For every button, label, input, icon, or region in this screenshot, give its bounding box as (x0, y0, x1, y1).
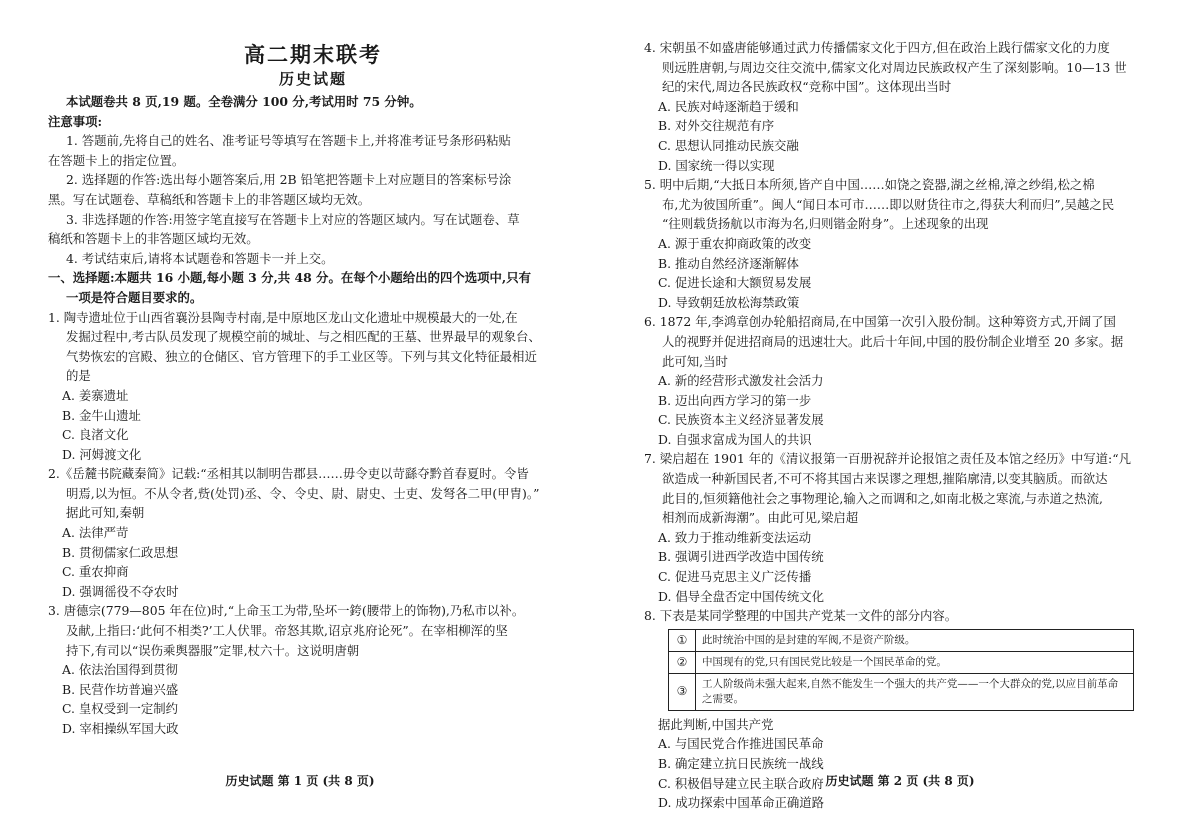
notice-line: 1. 答题前,先将自己的姓名、准考证号等填写在答题卡上,并将准考证号条形码粘贴 (66, 133, 511, 149)
question-stem-line: 则远胜唐朝,与周边交往交流中,儒家文化对周边民族政权产生了深刻影响。10—13 世 (662, 59, 1127, 75)
question-stem-line: 气势恢宏的宫殿、独立的仓储区、官方管理下的手工业区等。下列与其文化特征最相近 (66, 348, 537, 364)
row-text: 工人阶级尚未强大起来,自然不能发生一个强大的共产党——一个大群众的党,以应目前革命之需要。 (696, 673, 1134, 710)
answer-option: B. 民营作坊普遍兴盛 (62, 681, 179, 697)
answer-option: D. 国家统一得以实现 (658, 157, 775, 173)
question-stem-line: 发掘过程中,考古队员发现了规模空前的城址、与之相匹配的王墓、世界最早的观象台、 (66, 329, 541, 345)
answer-option: B. 贯彻儒家仁政思想 (62, 544, 179, 560)
question-stem-line: 此目的,恒须籍他社会之事物理论,输入之而调和之,如南北极之寒流,与赤道之热流, (662, 490, 1103, 506)
notice-line: 在答题卡上的指定位置。 (48, 152, 185, 168)
answer-option: B. 迈出向西方学习的第一步 (658, 392, 812, 408)
section-heading: 一、选择题:本题共 16 小题,每小题 3 分,共 48 分。在每个小题给出的四个选项中,只有 (48, 270, 532, 286)
question-stem-line: 纪的宋代,周边各民族政权“竞称中国”。这体现出当时 (662, 79, 952, 95)
question-stem-line: 人的视野并促进招商局的迅速壮大。此后十年间,中国的股份制企业增至 20 多家。据 (662, 333, 1124, 349)
notice-heading: 注意事项: (48, 113, 103, 129)
exam-intro: 本试题卷共 8 页,19 题。全卷满分 100 分,考试用时 75 分钟。 (66, 94, 422, 109)
answer-option: A. 源于重农抑商政策的改变 (658, 235, 812, 251)
question-stem-line: 4. 宋朝虽不如盛唐能够通过武力传播儒家文化于四方,但在政治上践行儒家文化的力度 (644, 40, 1110, 55)
answer-option: D. 导致朝廷放松海禁政策 (658, 294, 800, 310)
exam-subtitle: 历史试题 (278, 70, 347, 88)
answer-option: B. 金牛山遗址 (62, 407, 141, 423)
exam-page-2 (600, 0, 1200, 832)
answer-option: A. 依法治国得到贯彻 (62, 662, 178, 678)
notice-line: 2. 选择题的作答:选出每小题答案后,用 2B 铅笔把答题卡上对应题目的答案标号涂 (66, 172, 512, 188)
answer-option: D. 自强求富成为国人的共识 (658, 431, 812, 447)
notice-line: 4. 考试结束后,请将本试题卷和答题卡一并上交。 (66, 250, 334, 266)
question-stem-line: 6. 1872 年,李鸿章创办轮船招商局,在中国第一次引入股份制。这种筹资方式,开阔了国 (644, 314, 1116, 330)
question-1 (48, 308, 578, 465)
answer-option: D. 成功探索中国革命正确道路 (658, 795, 825, 811)
question-stem-line: 2.《岳麓书院藏秦简》记载:“丞相其以制明告郡县……毋令吏以苛繇夺黔首春夏时。令皆 (48, 466, 529, 482)
notice-line: 黑。写在试题卷、草稿纸和答题卡上的非答题区域均无效。 (48, 191, 371, 207)
question-stem-line: 此可知,当时 (662, 353, 728, 369)
answer-option: C. 重农抑商 (62, 564, 129, 580)
question-6 (644, 312, 1180, 449)
question-stem-line: 5. 明中后期,“大抵日本所须,皆产自中国……如饶之瓷器,湖之丝棉,漳之纱绢,松之棉 (644, 177, 1095, 193)
question-stem-line: 明焉,以为恒。不从令者,赀(处罚)丞、令、令史、尉、尉史、士吏、发弩各二甲(甲胄)。” (66, 485, 540, 501)
question-stem-line: 据此可知,秦朝 (66, 505, 145, 521)
row-number: ① (669, 629, 696, 651)
question-5 (644, 175, 1180, 312)
notice-line: 稿纸和答题卡上的非答题区域均无效。 (48, 231, 259, 247)
question-7 (644, 449, 1180, 606)
table-row (669, 651, 1134, 673)
question-2 (48, 464, 578, 601)
answer-option: B. 强调引进西学改造中国传统 (658, 549, 824, 565)
document-excerpt-table (668, 629, 1134, 711)
table-row (669, 673, 1134, 710)
question-stem-line: “往则载货扬航以市海为名,归则锴金附身”。上述现象的出现 (662, 216, 989, 232)
answer-option: C. 民族资本主义经济显著发展 (658, 412, 824, 428)
answer-option: A. 新的经营形式激发社会活力 (658, 373, 824, 389)
question-4 (644, 38, 1180, 175)
question-stem-line: 相剂而成新海潮”。由此可见,梁启超 (662, 510, 859, 526)
answer-option: B. 对外交往规范有序 (658, 118, 775, 134)
answer-option: C. 促进长途和大额贸易发展 (658, 275, 812, 291)
question-stem-line: 持下,有司以“误伤乘舆器服”定罪,杖六十。这说明唐朝 (66, 642, 360, 658)
question-stem-line: 1. 陶寺遗址位于山西省襄汾县陶寺村南,是中原地区龙山文化遗址中规模最大的一处,在 (48, 309, 518, 325)
question-stem-line: 的是 (66, 368, 91, 384)
answer-option: A. 民族对峙逐渐趋于缓和 (658, 98, 799, 114)
answer-option: A. 与国民党合作推进国民革命 (658, 736, 824, 752)
answer-option: D. 倡导全盘否定中国传统文化 (658, 588, 825, 604)
section-heading: 一项是符合题目要求的。 (66, 289, 203, 305)
question-stem-line: 据此判断,中国共产党 (658, 716, 774, 732)
question-stem-line: 及献,上指曰:‘此何不相类?’工人伏罪。帝怒其欺,诏京兆府论死”。在宰相柳浑的坚 (66, 623, 508, 639)
question-3 (48, 601, 578, 738)
exam-title: 高二期末联考 (244, 42, 382, 67)
page-2-column (644, 38, 1180, 813)
page-footer: 历史试题 第 1 页 (共 8 页) (225, 774, 375, 788)
row-number: ③ (669, 673, 696, 710)
answer-option: D. 宰相操纵军国大政 (62, 721, 179, 736)
notice-line: 3. 非选择题的作答:用签字笔直接写在答题卡上对应的答题区域内。写在试题卷、草 (66, 211, 520, 227)
answer-option: A. 姜寨遗址 (62, 387, 129, 403)
answer-option: C. 积极倡导建立民主联合政府 (658, 775, 824, 791)
row-number: ② (669, 651, 696, 673)
question-stem-line: 7. 梁启超在 1901 年的《清议报第一百册祝辞并论报馆之责任及本馆之经历》中写道:“凡 (644, 451, 1131, 467)
table-row (669, 629, 1134, 651)
answer-option: C. 良渚文化 (62, 427, 129, 443)
answer-option: C. 促进马克思主义广泛传播 (658, 569, 812, 585)
answer-option: C. 思想认同推动民族交融 (658, 137, 799, 153)
row-text: 此时统治中国的是封建的军阀,不是资产阶级。 (696, 629, 1134, 651)
row-text: 中国现有的党,只有国民党比较是一个国民革命的党。 (696, 651, 1134, 673)
answer-option: D. 河姆渡文化 (62, 446, 142, 462)
answer-option: B. 推动自然经济逐渐解体 (658, 255, 799, 271)
answer-option: B. 确定建立抗日民族统一战线 (658, 756, 824, 771)
answer-option: D. 强调徭役不夺农时 (62, 583, 179, 599)
page-footer: 历史试题 第 2 页 (共 8 页) (825, 774, 975, 788)
answer-option: A. 致力于推动维新变法运动 (658, 529, 812, 545)
page-1-column (48, 0, 578, 739)
answer-option: A. 法律严苛 (62, 525, 129, 541)
question-stem-line: 8. 下表是某同学整理的中国共产党某一文件的部分内容。 (644, 608, 958, 624)
question-stem-line: 布,尤为彼国所重”。闽人“闻日本可市……即以财货往市之,得获大利而归”,吴越之民 (662, 196, 1115, 212)
answer-option: C. 皇权受到一定制约 (62, 701, 179, 717)
question-stem-line: 3. 唐德宗(779—805 年在位)时,“上命玉工为带,坠坏一銙(腰带上的饰物),乃私市以补。 (48, 603, 525, 619)
question-stem-line: 欲造成一种新国民者,不可不将其国古来误谬之理想,摧陷廓清,以变其脑质。而欲达 (662, 471, 1108, 487)
